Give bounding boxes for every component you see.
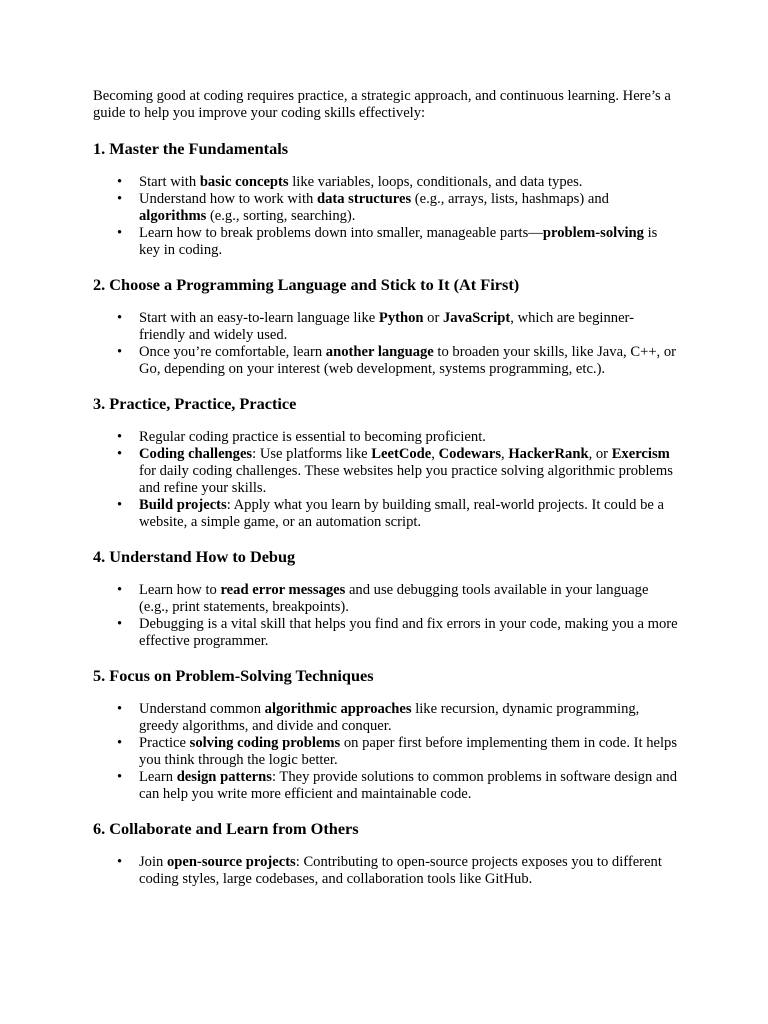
text-run: Practice [139, 735, 190, 751]
text-run: is key in coding. [139, 225, 658, 258]
bold-text: LeetCode [371, 446, 432, 462]
text-run: , which are beginner-friendly and widely used. [139, 310, 634, 343]
bold-text: Python [378, 310, 424, 326]
text-run: Debugging is a vital skill that helps you find and fix errors in your code, making you a more effective programmer. [139, 616, 678, 649]
list-item [139, 701, 678, 735]
list-item [139, 582, 678, 616]
list-item [139, 497, 678, 531]
section-heading: 3. Practice, Practice, Practice [93, 394, 297, 413]
section-heading: 4. Understand How to Debug [93, 547, 296, 566]
text-run: , [501, 446, 509, 462]
bullet-list [93, 701, 678, 803]
section-heading: 2. Choose a Programming Language and Stick to It (At First) [93, 275, 520, 294]
text-run: , or [588, 446, 612, 462]
text-run: like variables, loops, conditionals, and data types. [288, 174, 583, 190]
bold-text: algorithmic approaches [264, 701, 412, 717]
text-run: : Use platforms like [252, 446, 372, 462]
bullet-list [93, 854, 678, 888]
bold-text: Build projects [139, 497, 227, 513]
list-item [139, 854, 678, 888]
section-heading: 1. Master the Fundamentals [93, 139, 289, 158]
text-run: like recursion, dynamic programming, greedy algorithms, and divide and conquer. [139, 701, 640, 734]
intro-paragraph: Becoming good at coding requires practice, a strategic approach, and continuous learning. Here’s a guide to help you improve your coding skills effectively: [93, 88, 671, 121]
text-run: Start with [139, 174, 200, 190]
list-item [139, 735, 678, 769]
text-run: to broaden your skills, like Java, C++, or Go, depending on your interest (web development, systems programming, etc.). [139, 344, 677, 377]
bold-text: open-source projects [166, 854, 296, 870]
bold-text: design patterns [176, 769, 272, 785]
text-run: Learn [139, 769, 177, 785]
text-run: Understand common [139, 701, 265, 717]
sections-container [93, 139, 678, 888]
text-run: : Contributing to open-source projects exposes you to different coding styles, large codebases, and collaboration tools like GitHub. [139, 854, 662, 887]
list-item [139, 616, 678, 650]
text-run: Learn how to break problems down into smaller, manageable parts— [139, 225, 543, 241]
bullet-list [93, 582, 678, 650]
bold-text: JavaScript [442, 310, 511, 326]
bold-text: another language [325, 344, 434, 360]
text-run: : They provide solutions to common problems in software design and can help you write more efficient and maintainable code. [139, 769, 678, 802]
list-item [139, 174, 678, 191]
text-run: on paper first before implementing them in code. It helps you think through the logic better. [139, 735, 677, 768]
bold-text: problem-solving [542, 225, 644, 241]
bold-text: data structures [316, 191, 412, 207]
list-item [139, 446, 678, 497]
list-item [139, 429, 678, 446]
text-run: Start with an easy-to-learn language like [139, 310, 379, 326]
text-run: for daily coding challenges. These websites help you practice solving algorithmic problems and refine your skills. [139, 463, 673, 496]
bold-text: Codewars [438, 446, 502, 462]
text-run: or [423, 310, 443, 326]
text-run: and use debugging tools available in your language (e.g., print statements, breakpoints). [139, 582, 649, 615]
list-item [139, 310, 678, 344]
bold-text: Exercism [611, 446, 670, 462]
bullet-list [93, 174, 678, 259]
list-item [139, 344, 678, 378]
bold-text: basic concepts [199, 174, 289, 190]
text-run: Regular coding practice is essential to becoming proficient. [139, 429, 486, 445]
bold-text: HackerRank [508, 446, 589, 462]
bold-text: solving coding problems [189, 735, 341, 751]
text-run: (e.g., arrays, lists, hashmaps) and [411, 191, 609, 207]
text-run: Once you’re comfortable, learn [139, 344, 326, 360]
bold-text: Coding challenges [139, 446, 253, 462]
text-run: Understand how to work with [139, 191, 317, 207]
text-run: (e.g., sorting, searching). [206, 208, 356, 224]
section-heading: 5. Focus on Problem-Solving Techniques [93, 666, 374, 685]
section-heading: 6. Collaborate and Learn from Others [93, 819, 359, 838]
list-item [139, 769, 678, 803]
bold-text: algorithms [139, 208, 207, 224]
list-item [139, 225, 678, 259]
bold-text: read error messages [220, 582, 346, 598]
bullet-list [93, 429, 678, 531]
text-run: : Apply what you learn by building small, real-world projects. It could be a website, a simple game, or an automation script. [139, 497, 665, 530]
list-item [139, 191, 678, 225]
text-run: , [431, 446, 439, 462]
bullet-list [93, 310, 678, 378]
text-run: Learn how to [139, 582, 221, 598]
text-run: Join [139, 854, 167, 870]
